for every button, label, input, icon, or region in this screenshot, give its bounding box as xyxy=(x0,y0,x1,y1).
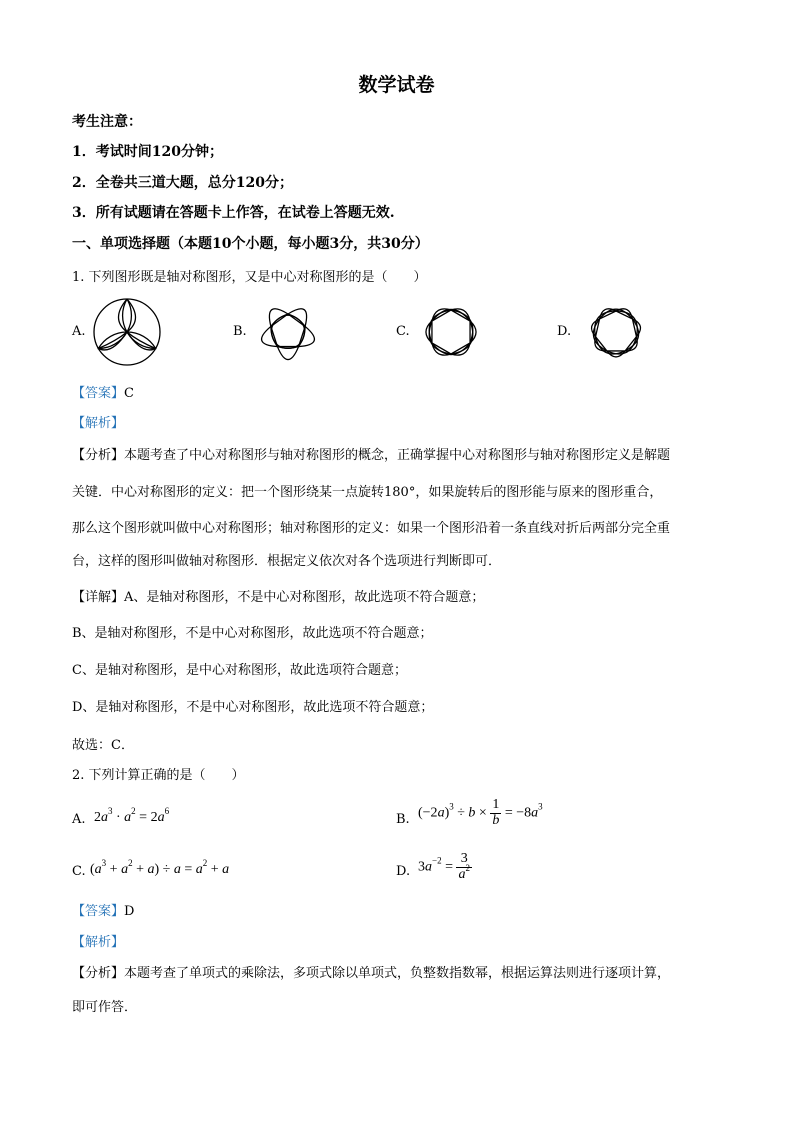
option-a-formula: $2a^3 \cdot a^2 = 2a^6$ xyxy=(94,806,170,825)
question-stem: 1. 下列图形既是轴对称图形，又是中心对称图形的是（ ） xyxy=(72,270,427,285)
detail-line: 【详解】A、是轴对称图形，不是中心对称图形，故此选项不符合题意； xyxy=(72,590,485,605)
option-label-a: A. xyxy=(72,812,86,827)
three-circle-arcs-icon xyxy=(92,297,162,367)
option-d-formula: $3a^{-2}$ = $\frac{3}{a^2}$ xyxy=(418,851,470,882)
question-stem: 2. 下列计算正确的是（ ） xyxy=(72,768,245,783)
answer-tag: 【答案】 xyxy=(72,386,125,401)
analysis-line: 【分析】本题考查了中心对称图形与轴对称图形的概念，正确掌握中心对称图形与轴对称图形定义是解题 xyxy=(72,448,671,463)
conclusion-line: 故选：C． xyxy=(72,738,134,753)
analysis-tag: 【解析】 xyxy=(72,416,125,431)
notice-item: 2．全卷共三道大题，总分120分； xyxy=(72,175,293,191)
analysis-line: 那么这个图形就叫做中心对称图形；轴对称图形的定义：如果一个图形沿着一条直线对折后两部分完全重 xyxy=(72,521,671,536)
option-label-d: D. xyxy=(557,324,572,339)
analysis-line: 即可作答． xyxy=(72,1000,138,1015)
star-inner-polygon xyxy=(432,310,470,354)
analysis-line: 【分析】本题考查了单项式的乘除法，多项式除以单项式，负整数指数幂，根据运算法则进行逐项计算， xyxy=(72,966,671,981)
answer-value: D xyxy=(124,904,135,919)
option-label-b: B. xyxy=(396,812,410,827)
analysis-tag: 【解析】 xyxy=(72,935,125,950)
option-label-c: C. xyxy=(72,864,86,879)
six-petal-star-icon xyxy=(415,296,487,368)
detail-line: B、是轴对称图形，不是中心对称图形，故此选项不符合题意； xyxy=(72,626,433,641)
notice-item: 3．所有试题请在答题卡上作答，在试卷上答题无效. xyxy=(72,205,395,221)
option-label-a: A. xyxy=(72,324,86,339)
seven-petal-star-icon xyxy=(580,296,652,368)
star-petal xyxy=(271,314,288,347)
answer-tag: 【答案】 xyxy=(72,904,125,919)
option-label-d: D. xyxy=(396,864,411,879)
page-title: 数学试卷 xyxy=(358,74,435,96)
option-label-b: B. xyxy=(233,324,247,339)
answer-line xyxy=(72,382,134,401)
star-inner-polygon xyxy=(271,314,305,347)
section-heading: 一、单项选择题（本题10个小题，每小题3分，共30分） xyxy=(72,236,429,252)
answer-value: C xyxy=(124,386,134,401)
analysis-line: 关键．中心对称图形的定义：把一个图形绕某一点旋转180°，如果旋转后的图形能与原来的图形重合， xyxy=(72,485,663,500)
answer-line xyxy=(72,900,134,919)
five-petal-star-icon xyxy=(252,296,324,368)
option-label-c: C. xyxy=(396,324,410,339)
analysis-line: 台，这样的图形叫做轴对称图形．根据定义依次对各个选项进行判断即可． xyxy=(72,554,502,569)
option-c-formula: $(a^3 + a^2 + a) \div a = a^2 + a$ xyxy=(90,858,230,877)
detail-line: D、是轴对称图形，不是中心对称图形，故此选项不符合题意； xyxy=(72,700,434,715)
detail-line: C、是轴对称图形，是中心对称图形，故此选项符合题意； xyxy=(72,663,407,678)
notice-heading: 考生注意： xyxy=(72,114,142,130)
notice-item: 1．考试时间120分钟； xyxy=(72,144,223,160)
option-b-formula: $(-2a)^3 \div b$ × $\frac{1}{b}$ = $-8a^3$ xyxy=(418,797,543,828)
